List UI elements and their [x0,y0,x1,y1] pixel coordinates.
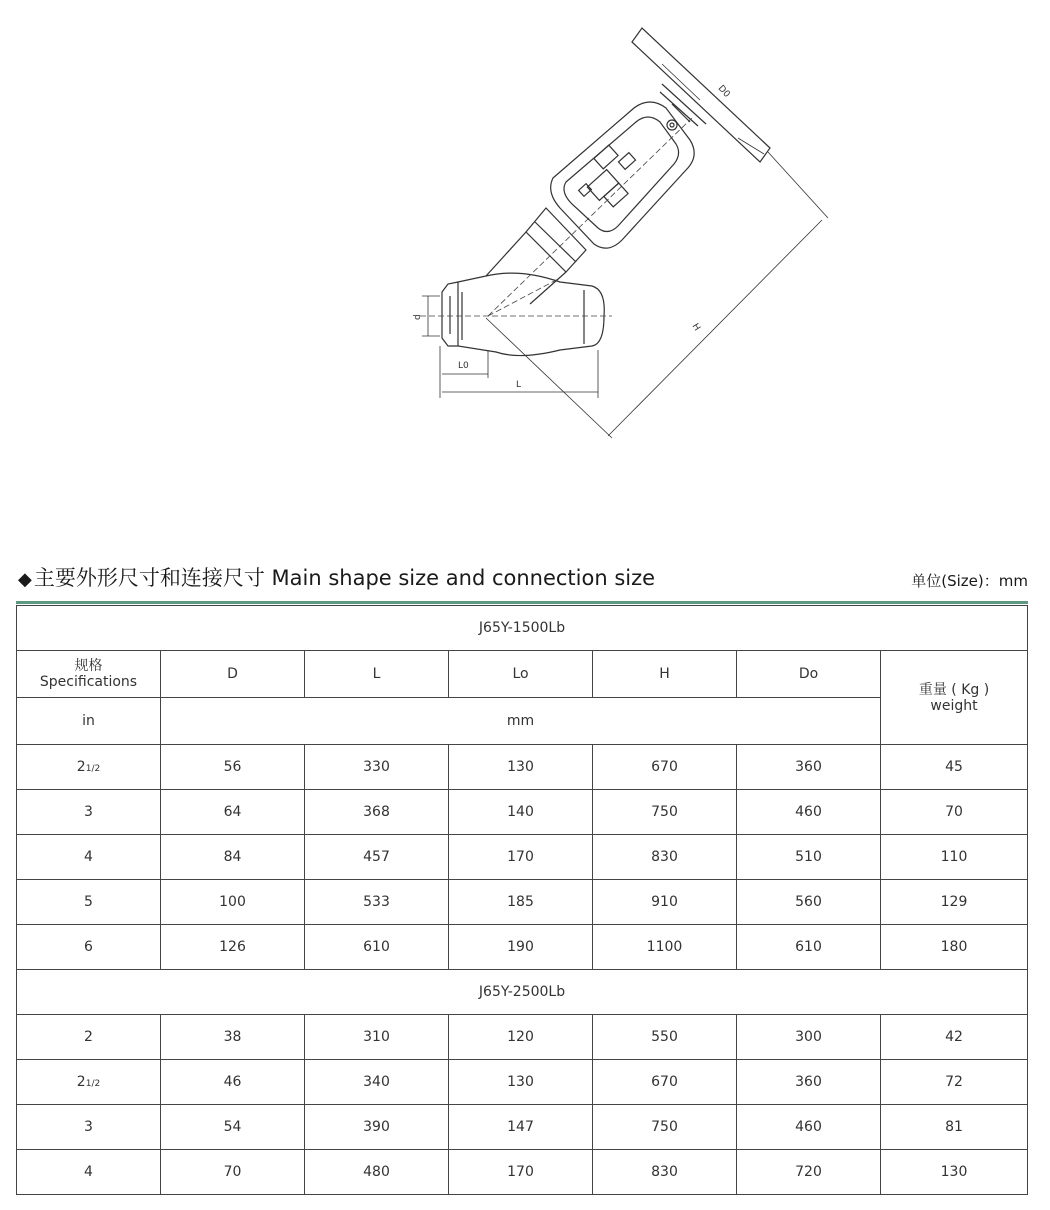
cell-do: 510 [737,835,881,880]
cell-do: 610 [737,925,881,970]
cell-l: 533 [305,880,449,925]
label-d0: D0 [715,83,732,100]
cell-l: 480 [305,1150,449,1195]
cell-l: 330 [305,745,449,790]
cell-weight: 180 [881,925,1028,970]
table-row [17,1150,1028,1195]
cell-h: 830 [593,1150,737,1195]
header-l: L [305,651,449,698]
bonnet [486,208,586,304]
handwheel [632,28,770,162]
cell-do: 720 [737,1150,881,1195]
cell-lo: 130 [449,745,593,790]
diamond-icon: ◆ [18,569,32,590]
cell-lo: 170 [449,1150,593,1195]
cell-l: 457 [305,835,449,880]
table-row [17,790,1028,835]
cell-d: 100 [161,880,305,925]
cell-do: 560 [737,880,881,925]
cell-do: 360 [737,1060,881,1105]
cell-lo: 185 [449,880,593,925]
header-weight [881,651,1028,745]
size-cell: 3 [17,790,161,835]
cell-d: 54 [161,1105,305,1150]
cell-h: 670 [593,745,737,790]
size-cell: 5 [17,880,161,925]
section-title-text: 主要外形尺寸和连接尺寸 Main shape size and connection size [33,566,656,590]
cell-weight: 42 [881,1015,1028,1060]
cell-weight: 70 [881,790,1028,835]
cell-l: 340 [305,1060,449,1105]
size-cell: 6 [17,925,161,970]
header-spec-cn: 规格 [74,658,103,674]
header-mm: mm [161,698,881,745]
cell-h: 830 [593,835,737,880]
header-in: in [17,698,161,745]
size-cell: 4 [17,1150,161,1195]
table-row [17,880,1028,925]
cell-lo: 130 [449,1060,593,1105]
table-row [17,835,1028,880]
header-lo: Lo [449,651,593,698]
header-spec-en: Specifications [39,674,138,690]
cell-l: 390 [305,1105,449,1150]
table-row [17,1015,1028,1060]
header-do: Do [737,651,881,698]
cell-weight: 130 [881,1150,1028,1195]
table-row [17,1105,1028,1150]
cell-weight: 72 [881,1060,1028,1105]
header-weight-en: weight [930,697,978,714]
spec-table [16,605,1028,1195]
section-title [18,562,655,592]
valve-drawing [400,10,840,450]
cell-d: 126 [161,925,305,970]
cell-h: 910 [593,880,737,925]
group-title-2500: J65Y-2500Lb [17,970,1028,1015]
cell-do: 360 [737,745,881,790]
cell-do: 460 [737,1105,881,1150]
cell-do: 460 [737,790,881,835]
cell-weight: 129 [881,880,1028,925]
cell-d: 70 [161,1150,305,1195]
label-l0: L0 [458,361,469,371]
cell-lo: 170 [449,835,593,880]
header-spec [17,651,161,698]
cell-h: 670 [593,1060,737,1105]
cell-lo: 190 [449,925,593,970]
cell-l: 610 [305,925,449,970]
yoke [551,102,695,248]
cell-d: 64 [161,790,305,835]
header-weight-cn: 重量 ( Kg ) [918,681,990,698]
header-d: D [161,651,305,698]
group-title-1500: J65Y-1500Lb [17,606,1028,651]
cell-do: 300 [737,1015,881,1060]
cell-weight: 81 [881,1105,1028,1150]
size-cell: 21/2 [17,1060,161,1105]
cell-d: 46 [161,1060,305,1105]
title-divider [16,601,1028,604]
size-cell: 3 [17,1105,161,1150]
cell-weight: 45 [881,745,1028,790]
size-cell: 4 [17,835,161,880]
cell-h: 750 [593,1105,737,1150]
cell-h: 750 [593,790,737,835]
cell-d: 38 [161,1015,305,1060]
cell-h: 1100 [593,925,737,970]
table-row [17,1060,1028,1105]
cell-l: 368 [305,790,449,835]
cell-lo: 120 [449,1015,593,1060]
cell-l: 310 [305,1015,449,1060]
cell-weight: 110 [881,835,1028,880]
label-l: L [516,380,522,390]
cell-d: 84 [161,835,305,880]
unit-label: 单位(Size)：mm [911,572,1028,590]
valve-body [442,273,604,355]
cell-lo: 140 [449,790,593,835]
cell-lo: 147 [449,1105,593,1150]
header-h: H [593,651,737,698]
size-cell: 21/2 [17,745,161,790]
label-h: H [689,321,702,334]
cell-d: 56 [161,745,305,790]
table-row [17,745,1028,790]
label-d: d [413,314,423,320]
size-cell: 2 [17,1015,161,1060]
table-row [17,925,1028,970]
cell-h: 550 [593,1015,737,1060]
